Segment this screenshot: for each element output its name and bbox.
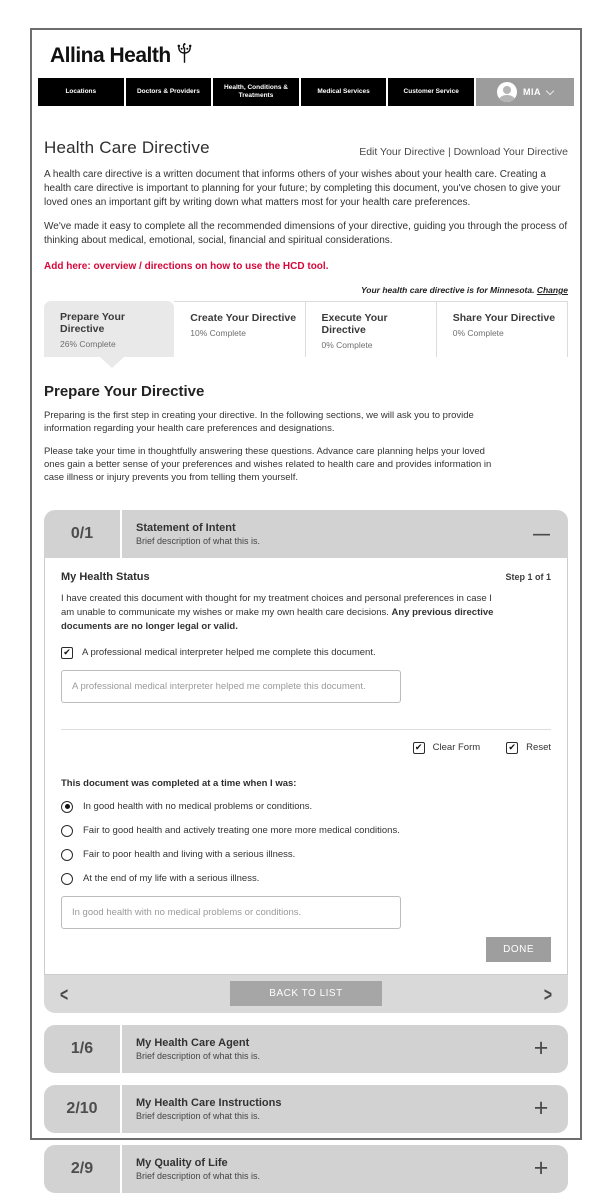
radio-label: In good health with no medical problems or conditions. [83,801,313,813]
clear-form-label[interactable]: Clear Form [432,742,481,754]
tab-execute-your-directive[interactable]: Execute Your Directive 0% Complete [306,301,437,357]
check-icon: ✔ [414,742,423,753]
tab-progress: 26% Complete [60,339,116,349]
change-state-link[interactable]: Change [536,285,568,295]
radio-end-of-life[interactable] [61,873,73,885]
check-icon: ✔ [508,742,516,753]
interpreter-text-input[interactable] [61,670,401,703]
radio-fair-to-good-health[interactable] [61,825,73,837]
check-icon: ✔ [63,647,71,658]
accordion-statement-of-intent[interactable] [44,510,568,558]
section-title: Prepare Your Directive [44,383,205,400]
accordion-title: My Health Care Agent [136,1036,250,1049]
tab-prepare-your-directive[interactable]: Prepare Your Directive 26% Complete [44,301,174,357]
progress-tabs [44,301,568,357]
chevron-down-icon [546,86,554,94]
accordion-my-health-care-instructions[interactable] [44,1085,568,1133]
statement-pager [44,975,568,1013]
accordion-description: Brief description of what this is. [136,1170,261,1181]
next-step-arrow[interactable]: > [543,982,552,1005]
tab-progress: 0% Complete [452,328,504,338]
minus-icon: — [533,524,549,544]
radio-label: At the end of my life with a serious illness. [83,873,260,885]
section-paragraph-1: Preparing is the first step in creating your directive. In the following sections, we will ask you to provide information regarding your health care preferences and designations. [44,410,474,435]
accordion-description: Brief description of what this is. [136,1110,261,1121]
allina-tree-icon [176,43,193,68]
accordion-count: 0/1 [44,510,122,558]
radio-label: Fair to poor health and living with a serious illness. [83,849,296,861]
previous-step-arrow[interactable]: < [60,982,69,1005]
edit-directive-link[interactable]: Edit Your Directive [359,146,446,158]
accordion-my-health-care-agent[interactable] [44,1025,568,1073]
accordion-my-quality-of-life[interactable] [44,1145,568,1193]
brand-logo [50,44,580,68]
accordion-title: My Health Care Instructions [136,1096,282,1109]
accordion-title: Statement of Intent [136,522,236,535]
collapse-button[interactable] [514,510,568,558]
form-divider [61,729,551,730]
expand-button[interactable] [514,1025,568,1073]
page-title: Health Care Directive [44,138,210,157]
nav-item-customer-service[interactable]: Customer Service [388,78,474,106]
accordion-description: Brief description of what this is. [136,1050,261,1061]
user-avatar-icon [497,82,517,102]
plus-icon: + [533,1094,549,1123]
clear-form-checkbox[interactable] [413,742,425,754]
tab-share-your-directive[interactable]: Share Your Directive 0% Complete [437,301,568,357]
interpreter-checkbox[interactable] [61,647,73,659]
directive-links [359,146,568,158]
accordion-count: 2/10 [44,1085,122,1133]
accordion-title: My Quality of Life [136,1156,228,1169]
download-directive-link[interactable]: Download Your Directive [453,146,568,158]
back-to-list-button[interactable]: BACK TO LIST [230,981,382,1006]
intent-paragraph-bold: Any previous directive documents are no longer legal or valid. [61,607,494,633]
radio-label: Fair to good health and actively treating one more more medical conditions. [83,825,400,837]
tab-create-your-directive[interactable]: Create Your Directive 10% Complete [174,301,305,357]
user-name: MIA [522,87,541,97]
state-notice-text: Your health care directive is for Minnesota. [360,285,535,295]
intent-paragraph: I have created this document with thought for my treatment choices and personal preferences in case I am unable to communicate my wishes or make my own health care decisions. Any previous directive documents are no longer legal or valid. [61,593,494,633]
tab-progress: 0% Complete [321,340,373,350]
intro-paragraph-1: A health care directive is a written document that informs others of your wishes about your health care. Creating a health care directive is important to planning for your future; by completing this document, you've chosen to give your loved ones an important gift by writing down what matters most for your health care preferences. [44,169,561,208]
main-nav [38,78,574,106]
nav-item-health-conditions-treatments[interactable]: Health, Conditions & Treatments [213,78,299,106]
radio-fair-to-poor-health[interactable] [61,849,73,861]
active-tab-pointer [100,357,124,368]
reset-checkbox[interactable] [506,742,518,754]
accordion-count: 1/6 [44,1025,122,1073]
expand-button[interactable] [514,1145,568,1193]
radio-good-health[interactable] [61,801,73,813]
nav-item-locations[interactable]: Locations [38,78,124,106]
accordion-count: 2/9 [44,1145,122,1193]
done-button[interactable]: DONE [486,937,551,962]
health-status-text-input[interactable] [61,896,401,929]
step-indicator: Step 1 of 1 [505,572,551,583]
add-here-note: Add here: overview / directions on how to use the HCD tool. [44,261,329,272]
accordion-description: Brief description of what this is. [136,536,261,547]
nav-item-medical-services[interactable]: Medical Services [301,78,387,106]
statement-panel [44,558,568,974]
state-notice [44,285,568,295]
nav-item-doctors-providers[interactable]: Doctors & Providers [126,78,212,106]
page-frame [30,28,582,1183]
interpreter-checkbox-label: A professional medical interpreter helped me complete this document. [82,647,376,659]
plus-icon: + [533,1154,549,1183]
reset-label[interactable]: Reset [526,742,551,754]
brand-logo-text: Allina Health [50,44,171,67]
links-separator: | [447,146,451,158]
panel-subtitle: My Health Status [61,571,150,584]
intro-paragraph-2: We've made it easy to complete all the recommended dimensions of your directive, guiding you through the process of thinking about medical, emotional, social, financial and spiritual considerations. [44,221,568,246]
section-paragraph-2: Please take your time in thoughtfully answering these questions. Advance care planning helps your loved ones gain a better sense of your preferences and wishes related to health care and provides information in case illness or injury prevents you from telling them yourself. [44,445,492,484]
user-menu[interactable] [476,78,574,106]
plus-icon: + [533,1034,549,1063]
expand-button[interactable] [514,1085,568,1133]
tab-progress: 10% Complete [190,328,247,338]
health-status-question: This document was completed at a time when I was: [61,777,297,789]
